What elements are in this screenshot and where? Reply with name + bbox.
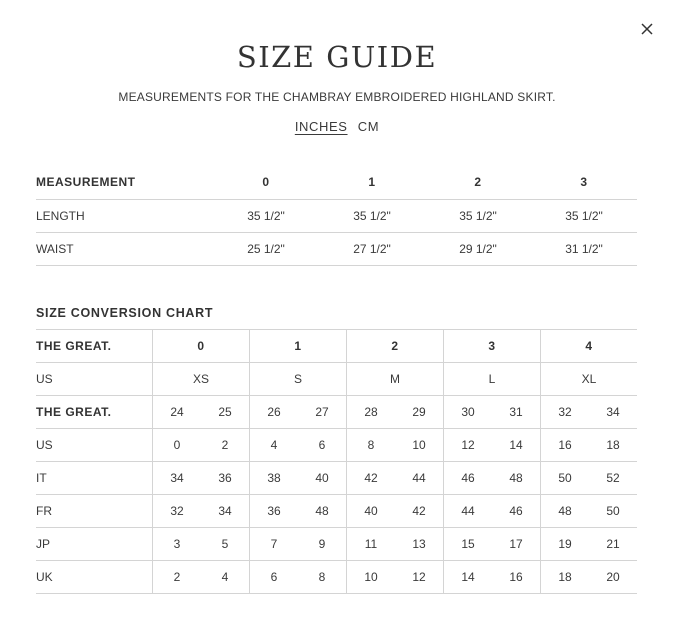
- table-cell: XS: [153, 363, 250, 396]
- table-row: [36, 232, 637, 265]
- row-label: FR: [36, 495, 153, 528]
- size-value: 9: [318, 537, 326, 551]
- header-cell: 2: [425, 166, 531, 199]
- size-value: 18: [558, 570, 572, 584]
- size-value: 44: [412, 471, 426, 485]
- size-pair-cell: [444, 528, 541, 561]
- size-value: 40: [315, 471, 329, 485]
- size-value: 34: [170, 471, 184, 485]
- table-row: [36, 495, 637, 528]
- close-icon: [636, 18, 658, 40]
- size-value: 16: [558, 438, 572, 452]
- size-pair-cell: [541, 561, 638, 594]
- size-group-header: 3: [444, 330, 541, 363]
- table-cell: S: [250, 363, 347, 396]
- header-cell: 1: [319, 166, 425, 199]
- size-pair-cell: [153, 495, 250, 528]
- size-value: 2: [173, 570, 181, 584]
- size-pair-cell: [250, 462, 347, 495]
- size-pair-cell: [250, 396, 347, 429]
- row-label: UK: [36, 561, 153, 594]
- table-cell: 31 1/2": [531, 232, 637, 265]
- size-pair-cell: [541, 462, 638, 495]
- size-value: 44: [461, 504, 475, 518]
- table-row: [36, 396, 637, 429]
- size-group-header: 1: [250, 330, 347, 363]
- size-pair-cell: [250, 429, 347, 462]
- table-cell: 35 1/2": [531, 199, 637, 232]
- size-value: 34: [606, 405, 620, 419]
- size-value: 7: [270, 537, 278, 551]
- size-value: 28: [364, 405, 378, 419]
- size-value: 4: [270, 438, 278, 452]
- row-label: THE GREAT.: [36, 396, 153, 429]
- conversion-chart-title: SIZE CONVERSION CHART: [36, 306, 214, 320]
- size-value: 50: [606, 504, 620, 518]
- table-cell: 35 1/2": [213, 199, 319, 232]
- size-value: 15: [461, 537, 475, 551]
- size-value: 17: [509, 537, 523, 551]
- row-label: IT: [36, 462, 153, 495]
- size-value: 31: [509, 405, 523, 419]
- size-value: 14: [461, 570, 475, 584]
- table-row: [36, 561, 637, 594]
- size-group-header: 0: [153, 330, 250, 363]
- size-value: 46: [461, 471, 475, 485]
- size-value: 21: [606, 537, 620, 551]
- size-value: 25: [218, 405, 232, 419]
- size-pair-cell: [347, 462, 444, 495]
- size-value: 10: [364, 570, 378, 584]
- size-pair-cell: [347, 495, 444, 528]
- size-pair-cell: [444, 429, 541, 462]
- size-pair-cell: [347, 528, 444, 561]
- table-cell: 27 1/2": [319, 232, 425, 265]
- measurement-header-row: [36, 166, 637, 199]
- size-pair-cell: [250, 528, 347, 561]
- size-pair-cell: [153, 429, 250, 462]
- size-value: 42: [412, 504, 426, 518]
- table-row: [36, 199, 637, 232]
- size-pair-cell: [153, 462, 250, 495]
- size-value: 2: [221, 438, 229, 452]
- size-value: 8: [318, 570, 326, 584]
- size-value: 12: [412, 570, 426, 584]
- conversion-table: [36, 329, 637, 594]
- size-value: 16: [509, 570, 523, 584]
- table-cell: 35 1/2": [319, 199, 425, 232]
- measurement-table: [36, 166, 637, 266]
- size-value: 46: [509, 504, 523, 518]
- size-pair-cell: [347, 396, 444, 429]
- great-sizes-row: [36, 330, 637, 363]
- table-cell: M: [347, 363, 444, 396]
- size-value: 26: [267, 405, 281, 419]
- size-value: 19: [558, 537, 572, 551]
- table-cell: 29 1/2": [425, 232, 531, 265]
- size-value: 36: [218, 471, 232, 485]
- header-cell: 3: [531, 166, 637, 199]
- size-value: 29: [412, 405, 426, 419]
- size-pair-cell: [541, 429, 638, 462]
- size-pair-cell: [153, 528, 250, 561]
- size-value: 12: [461, 438, 475, 452]
- header-cell: MEASUREMENT: [36, 166, 213, 199]
- us-letter-row: [36, 363, 637, 396]
- size-value: 48: [509, 471, 523, 485]
- table-cell: L: [444, 363, 541, 396]
- size-pair-cell: [347, 429, 444, 462]
- size-group-header: 2: [347, 330, 444, 363]
- table-cell: XL: [541, 363, 638, 396]
- close-button[interactable]: [636, 18, 658, 40]
- row-label: US: [36, 363, 153, 396]
- unit-inches-option[interactable]: INCHES: [294, 119, 348, 134]
- size-value: 14: [509, 438, 523, 452]
- size-pair-cell: [444, 462, 541, 495]
- row-label: THE GREAT.: [36, 330, 153, 363]
- header-cell: 0: [213, 166, 319, 199]
- size-pair-cell: [541, 528, 638, 561]
- unit-cm-option[interactable]: CM: [357, 119, 380, 134]
- size-value: 8: [367, 438, 375, 452]
- size-value: 40: [364, 504, 378, 518]
- size-value: 38: [267, 471, 281, 485]
- table-cell: 25 1/2": [213, 232, 319, 265]
- size-value: 52: [606, 471, 620, 485]
- size-value: 18: [606, 438, 620, 452]
- size-pair-cell: [444, 561, 541, 594]
- size-value: 36: [267, 504, 281, 518]
- size-value: 48: [558, 504, 572, 518]
- table-row: [36, 429, 637, 462]
- size-value: 4: [221, 570, 229, 584]
- size-value: 34: [218, 504, 232, 518]
- size-pair-cell: [444, 396, 541, 429]
- row-label: LENGTH: [36, 199, 213, 232]
- size-value: 11: [364, 537, 378, 551]
- size-value: 24: [170, 405, 184, 419]
- size-value: 5: [221, 537, 229, 551]
- row-label: JP: [36, 528, 153, 561]
- row-label: WAIST: [36, 232, 213, 265]
- size-value: 0: [173, 438, 181, 452]
- size-value: 32: [558, 405, 572, 419]
- size-pair-cell: [347, 561, 444, 594]
- size-value: 6: [318, 438, 326, 452]
- size-pair-cell: [541, 396, 638, 429]
- table-cell: 35 1/2": [425, 199, 531, 232]
- size-value: 10: [412, 438, 426, 452]
- size-value: 20: [606, 570, 620, 584]
- size-value: 27: [315, 405, 329, 419]
- table-row: [36, 462, 637, 495]
- size-value: 42: [364, 471, 378, 485]
- page-title: SIZE GUIDE: [236, 40, 438, 74]
- size-pair-cell: [153, 396, 250, 429]
- size-pair-cell: [153, 561, 250, 594]
- size-value: 48: [315, 504, 329, 518]
- size-value: 30: [461, 405, 475, 419]
- size-pair-cell: [444, 495, 541, 528]
- product-subtitle: MEASUREMENTS FOR THE CHAMBRAY EMBROIDERED HIGHLAND SKIRT.: [118, 90, 556, 104]
- size-pair-cell: [541, 495, 638, 528]
- size-value: 32: [170, 504, 184, 518]
- size-value: 13: [412, 537, 426, 551]
- size-value: 3: [173, 537, 181, 551]
- unit-toggle: [0, 119, 674, 134]
- row-label: US: [36, 429, 153, 462]
- size-pair-cell: [250, 495, 347, 528]
- table-row: [36, 528, 637, 561]
- size-pair-cell: [250, 561, 347, 594]
- size-value: 6: [270, 570, 278, 584]
- size-group-header: 4: [541, 330, 638, 363]
- size-value: 50: [558, 471, 572, 485]
